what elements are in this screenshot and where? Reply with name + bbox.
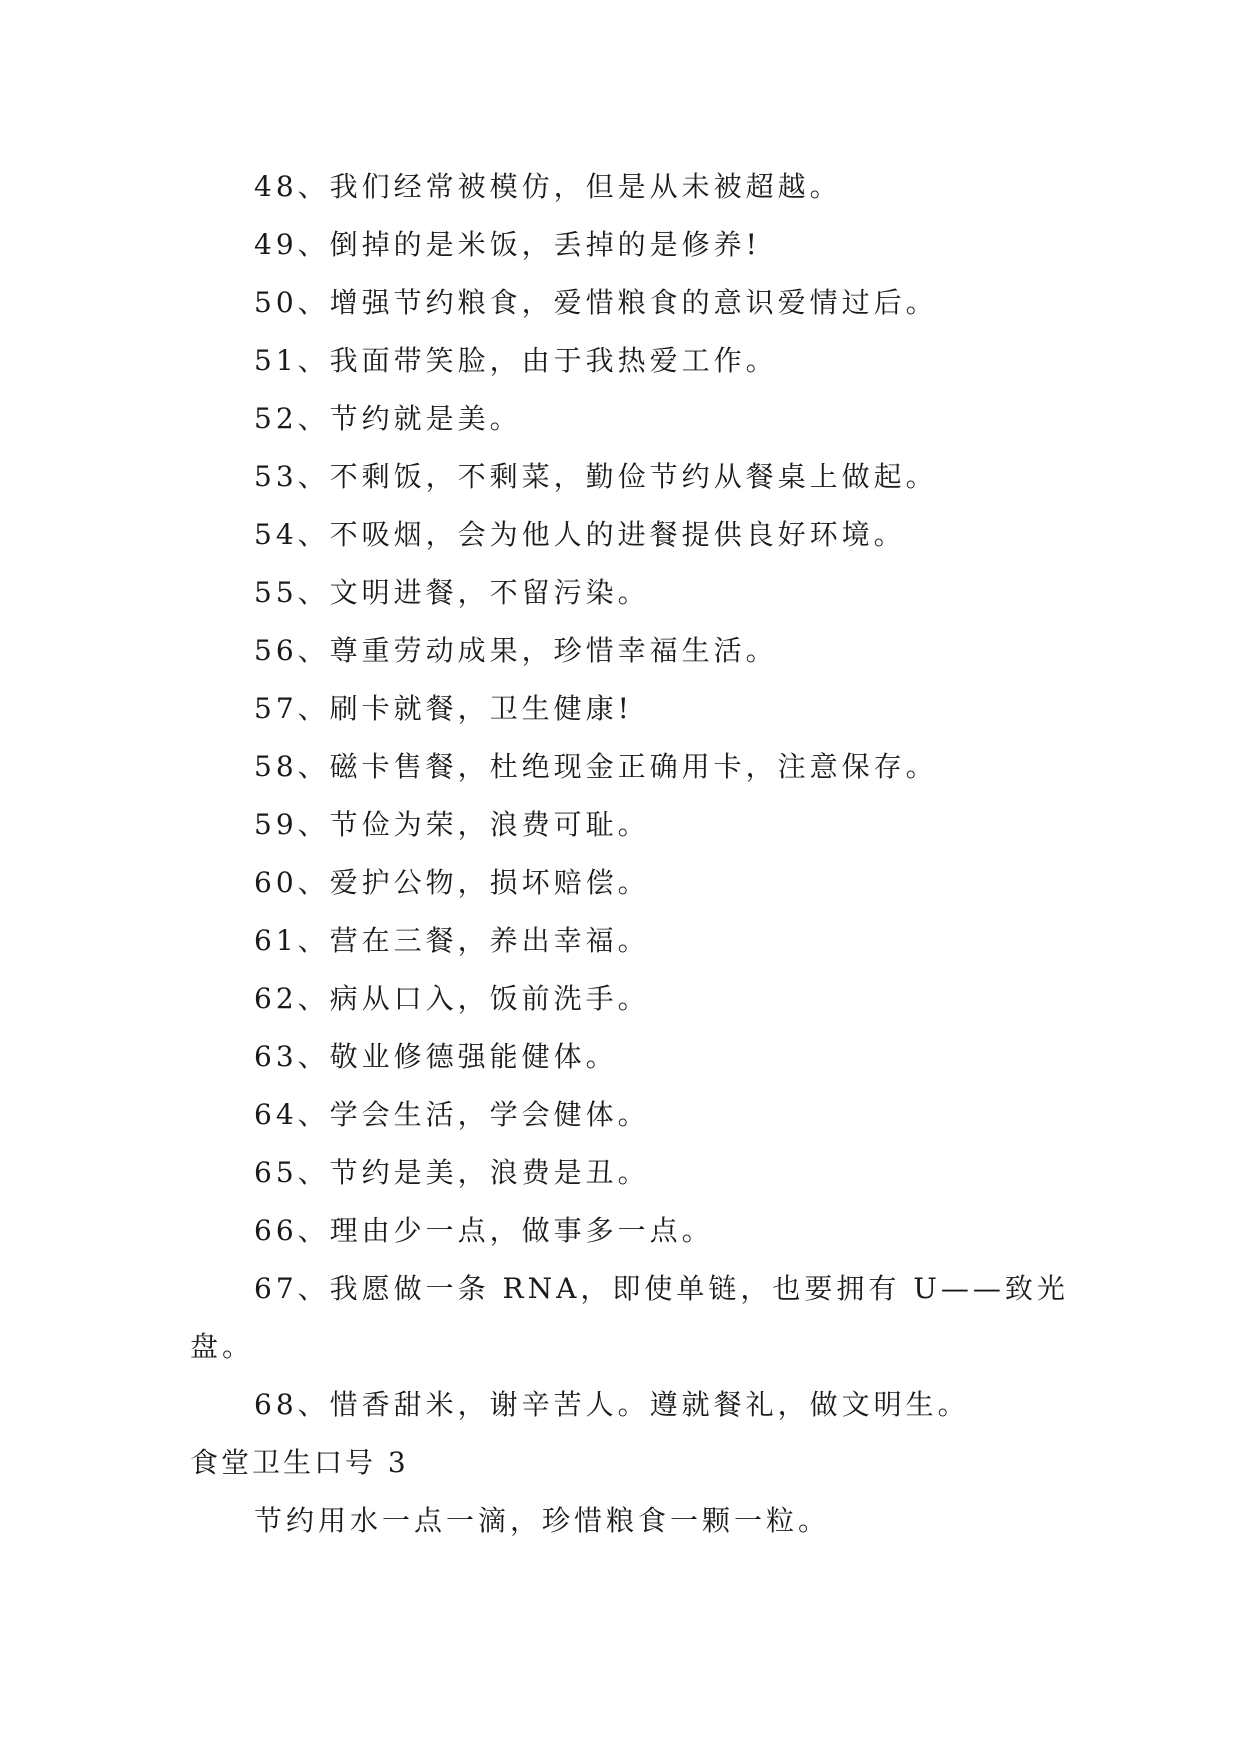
list-item: 49、倒掉的是米饭，丢掉的是修养! — [254, 228, 761, 261]
list-item: 65、节约是美，浪费是丑。 — [254, 1156, 650, 1189]
slogan-list — [190, 158, 1069, 1550]
list-item-67-line2: 盘。 — [190, 1330, 255, 1363]
list-item: 52、节约就是美。 — [254, 402, 522, 435]
section-paragraph: 节约用水一点一滴，珍惜粮食一颗一粒。 — [254, 1504, 831, 1537]
list-item: 66、理由少一点，做事多一点。 — [254, 1214, 714, 1247]
list-item: 60、爱护公物，损坏赔偿。 — [254, 866, 650, 899]
list-item: 54、不吸烟，会为他人的进餐提供良好环境。 — [254, 518, 906, 551]
list-item-67-line1: 67、我愿做一条 RNA，即使单链，也要拥有 U——致光 — [254, 1272, 1069, 1305]
list-item: 53、不剩饭，不剩菜，勤俭节约从餐桌上做起。 — [254, 460, 938, 493]
list-item: 63、敬业修德强能健体。 — [254, 1040, 618, 1073]
list-item: 58、磁卡售餐，杜绝现金正确用卡，注意保存。 — [254, 750, 938, 783]
list-item: 51、我面带笑脸，由于我热爱工作。 — [254, 344, 778, 377]
section-heading: 食堂卫生口号 3 — [190, 1446, 409, 1479]
list-item: 62、病从口入，饭前洗手。 — [254, 982, 650, 1015]
list-item: 55、文明进餐，不留污染。 — [254, 576, 650, 609]
list-item: 61、营在三餐，养出幸福。 — [254, 924, 650, 957]
list-item: 48、我们经常被模仿，但是从未被超越。 — [254, 170, 842, 203]
list-item: 56、尊重劳动成果，珍惜幸福生活。 — [254, 634, 778, 667]
list-item: 57、刷卡就餐，卫生健康! — [254, 692, 633, 725]
list-item: 64、学会生活，学会健体。 — [254, 1098, 650, 1131]
list-item-68: 68、惜香甜米，谢辛苦人。遵就餐礼，做文明生。 — [254, 1388, 970, 1421]
list-item: 59、节俭为荣，浪费可耻。 — [254, 808, 650, 841]
list-item: 50、增强节约粮食，爱惜粮食的意识爱情过后。 — [254, 286, 938, 319]
